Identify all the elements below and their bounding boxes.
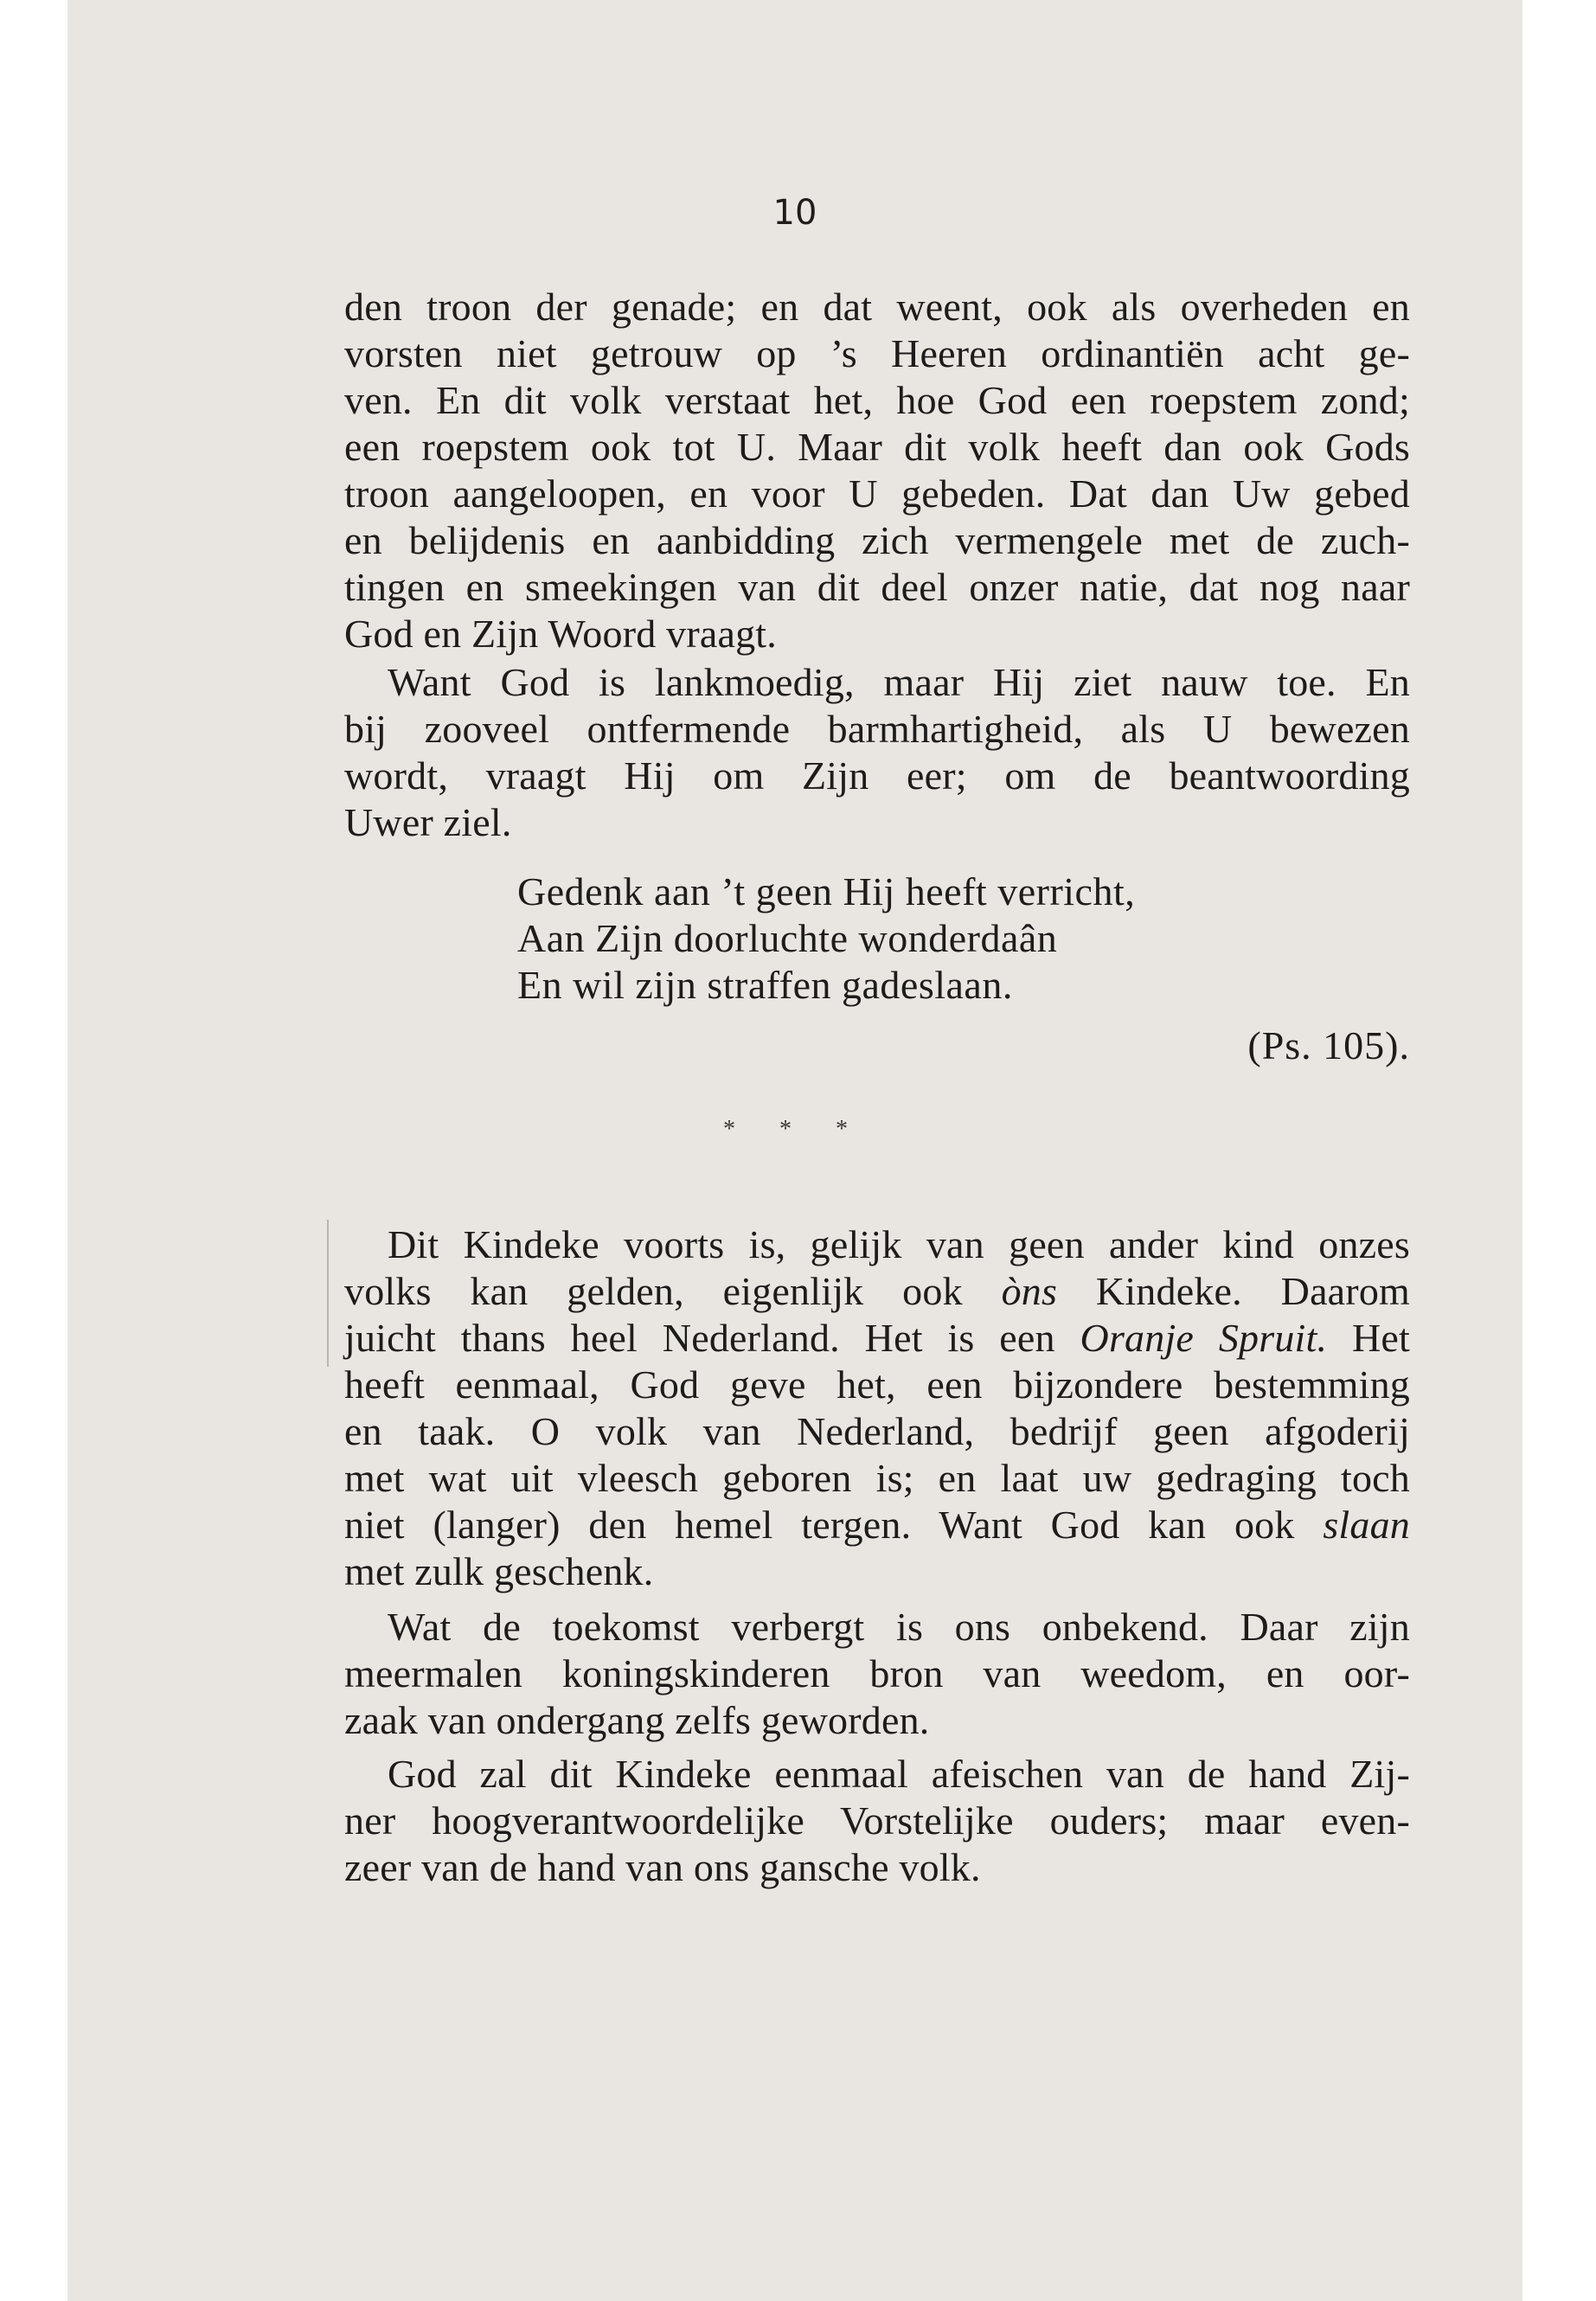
margin-mark: [327, 1220, 329, 1367]
text-line: tingen en smeekingen van dit deel onzer natie, dat nog naar: [344, 565, 1410, 609]
verse-source: (Ps. 105).: [1247, 1023, 1410, 1067]
text-run: Het: [1327, 1316, 1410, 1360]
book-page: [67, 0, 1522, 2301]
text-run: volks kan gelden, eigenlijk ook: [344, 1269, 1002, 1313]
text-line: [344, 1268, 1410, 1315]
verse-line: Gedenk aan ’t geen Hij heeft verricht,: [517, 869, 1136, 913]
text-line: Wat de toekomst verbergt is ons onbekend. Daar zijn: [388, 1605, 1410, 1649]
text-line: Dit Kindeke voorts is, gelijk van geen ander kind onzes: [388, 1222, 1410, 1266]
page-number: 10: [772, 193, 817, 233]
verse-line: En wil zijn straffen gadeslaan.: [517, 963, 1013, 1007]
text-line: met wat uit vleesch geboren is; en laat uw gedraging toch: [344, 1456, 1410, 1500]
text-run: niet (langer) den hemel tergen. Want God kan ook: [344, 1503, 1324, 1547]
text-line: heeft eenmaal, God geve het, een bijzondere bestemming: [344, 1362, 1410, 1407]
italic-text: Oranje Spruit.: [1080, 1316, 1328, 1360]
text-line: ner hoogverantwoordelijke Vorstelijke ouders; maar even-: [344, 1798, 1410, 1843]
text-line: wordt, vraagt Hij om Zijn eer; om de beantwoording: [344, 753, 1410, 798]
text-line: troon aangeloopen, en voor U gebeden. Dat dan Uw gebed: [344, 471, 1410, 516]
text-line: bij zooveel ontfermende barmhartigheid, als U bewezen: [344, 707, 1410, 751]
text-line: Want God is lankmoedig, maar Hij ziet nauw toe. En: [388, 660, 1410, 704]
text-line: vorsten niet getrouw op ’s Heeren ordinantiën acht ge-: [344, 331, 1410, 375]
section-separator: * * *: [723, 1116, 867, 1143]
verse-line: Aan Zijn doorluchte wonderdaân: [517, 916, 1058, 960]
text-line: den troon der genade; en dat weent, ook als overheden en: [344, 285, 1410, 329]
text-line: [344, 1315, 1410, 1362]
text-line: meermalen koningskinderen bron van weedom, en oor-: [344, 1651, 1410, 1695]
text-line: zaak van ondergang zelfs geworden.: [344, 1698, 930, 1742]
text-line: Uwer ziel.: [344, 800, 512, 844]
italic-text: òns: [1001, 1269, 1058, 1313]
text-line: God en Zijn Woord vraagt.: [344, 612, 777, 656]
text-line: en belijdenis en aanbidding zich vermengele met de zuch-: [344, 518, 1410, 562]
text-line: met zulk geschenk.: [344, 1549, 654, 1593]
text-line: God zal dit Kindeke eenmaal afeischen van de hand Zij-: [388, 1752, 1410, 1796]
italic-text: slaan: [1323, 1503, 1410, 1547]
text-run: Kindeke. Daarom: [1057, 1269, 1411, 1313]
text-line: zeer van de hand van ons gansche volk.: [344, 1845, 981, 1889]
text-line: en taak. O volk van Nederland, bedrijf geen afgoderij: [344, 1409, 1410, 1453]
text-run: juicht thans heel Nederland. Het is een: [344, 1316, 1080, 1360]
text-line: een roepstem ook tot U. Maar dit volk heeft dan ook Gods: [344, 425, 1410, 469]
text-line: ven. En dit volk verstaat het, hoe God een roepstem zond;: [344, 378, 1410, 422]
text-line: [344, 1502, 1410, 1548]
